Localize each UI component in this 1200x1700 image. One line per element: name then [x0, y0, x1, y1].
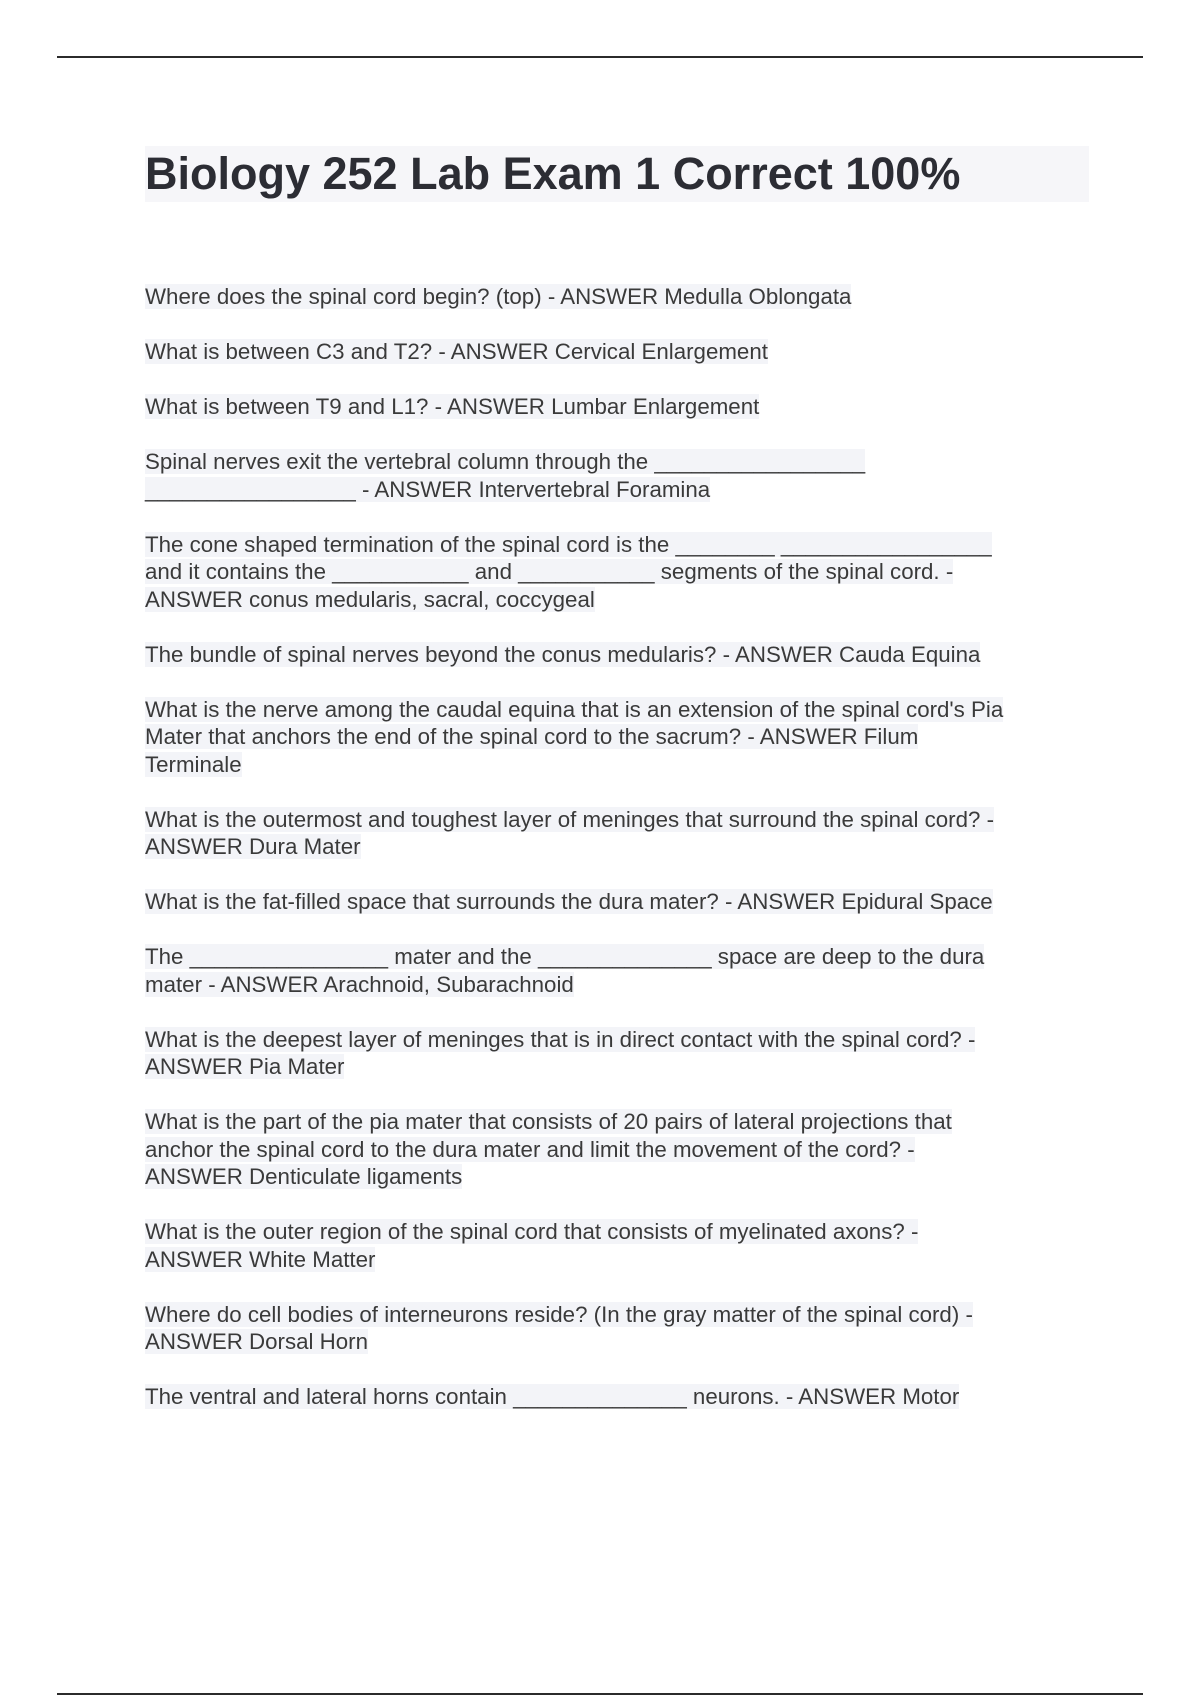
question-answer-item — [145, 1218, 1090, 1273]
question-answer-line: ANSWER Denticulate ligaments — [145, 1164, 463, 1189]
footer-rule — [57, 1693, 1143, 1695]
question-answer-line: mater - ANSWER Arachnoid, Subarachnoid — [145, 971, 574, 997]
question-answer-item — [145, 338, 1090, 366]
header-rule — [57, 56, 1143, 58]
question-answer-line: The bundle of spinal nerves beyond the conus medularis? - ANSWER Cauda Equina — [145, 641, 981, 667]
question-answer-item — [145, 943, 1090, 998]
question-answer-line: What is the outermost and toughest layer of meninges that surround the spinal cord? - — [145, 806, 994, 832]
question-answer-item — [145, 696, 1090, 779]
question-answer-line: What is between T9 and L1? - ANSWER Lumbar Enlargement — [145, 394, 760, 419]
question-answer-item — [145, 641, 1090, 669]
question-answer-line: and it contains the ___________ and ___________ segments of the spinal cord. - — [145, 559, 954, 584]
question-answer-item — [145, 888, 1090, 916]
question-answer-line: Spinal nerves exit the vertebral column through the _________________ — [145, 449, 866, 474]
question-answer-list — [145, 283, 1090, 1438]
question-answer-line: Mater that anchors the end of the spinal cord to the sacrum? - ANSWER Filum — [145, 724, 919, 749]
question-answer-line: anchor the spinal cord to the dura mater and limit the movement of the cord? - — [145, 1136, 915, 1162]
question-answer-item — [145, 448, 1090, 503]
question-answer-item — [145, 531, 1090, 614]
question-answer-line: What is the part of the pia mater that consists of 20 pairs of lateral projections that — [145, 1109, 952, 1134]
question-answer-item — [145, 1108, 1090, 1191]
question-answer-item — [145, 1301, 1090, 1356]
question-answer-line: ANSWER Dorsal Horn — [145, 1329, 369, 1354]
question-answer-line: ANSWER conus medularis, sacral, coccygeal — [145, 586, 595, 612]
question-answer-item — [145, 283, 1090, 311]
question-answer-line: The ventral and lateral horns contain ______________ neurons. - ANSWER Motor — [145, 1384, 960, 1409]
question-answer-line: What is the deepest layer of meninges that is in direct contact with the spinal cord? - — [145, 1026, 976, 1052]
question-answer-line: The cone shaped termination of the spinal cord is the ________ _________________ — [145, 531, 992, 557]
question-answer-line: _________________ - ANSWER Intervertebral Foramina — [145, 476, 711, 502]
question-answer-line: What is between C3 and T2? - ANSWER Cervical Enlargement — [145, 339, 768, 364]
question-answer-line: ANSWER Dura Mater — [145, 834, 361, 859]
question-answer-line: Where does the spinal cord begin? (top) - ANSWER Medulla Oblongata — [145, 284, 852, 309]
question-answer-line: What is the nerve among the caudal equina that is an extension of the spinal cord's Pia — [145, 696, 1004, 722]
question-answer-item — [145, 806, 1090, 861]
title-highlight — [145, 146, 1089, 202]
question-answer-line: ANSWER Pia Mater — [145, 1054, 345, 1079]
question-answer-line: What is the outer region of the spinal cord that consists of myelinated axons? - — [145, 1219, 919, 1244]
document-title: Biology 252 Lab Exam 1 Correct 100% — [145, 148, 961, 199]
question-answer-line: Terminale — [145, 751, 242, 777]
question-answer-item — [145, 1383, 1090, 1411]
question-answer-line: Where do cell bodies of interneurons reside? (In the gray matter of the spinal cord) - — [145, 1301, 973, 1327]
question-answer-line: ANSWER White Matter — [145, 1246, 376, 1272]
question-answer-line: What is the fat-filled space that surrounds the dura mater? - ANSWER Epidural Space — [145, 889, 993, 914]
question-answer-item — [145, 393, 1090, 421]
question-answer-line: The ________________ mater and the ______________ space are deep to the dura — [145, 944, 985, 969]
question-answer-item — [145, 1026, 1090, 1081]
